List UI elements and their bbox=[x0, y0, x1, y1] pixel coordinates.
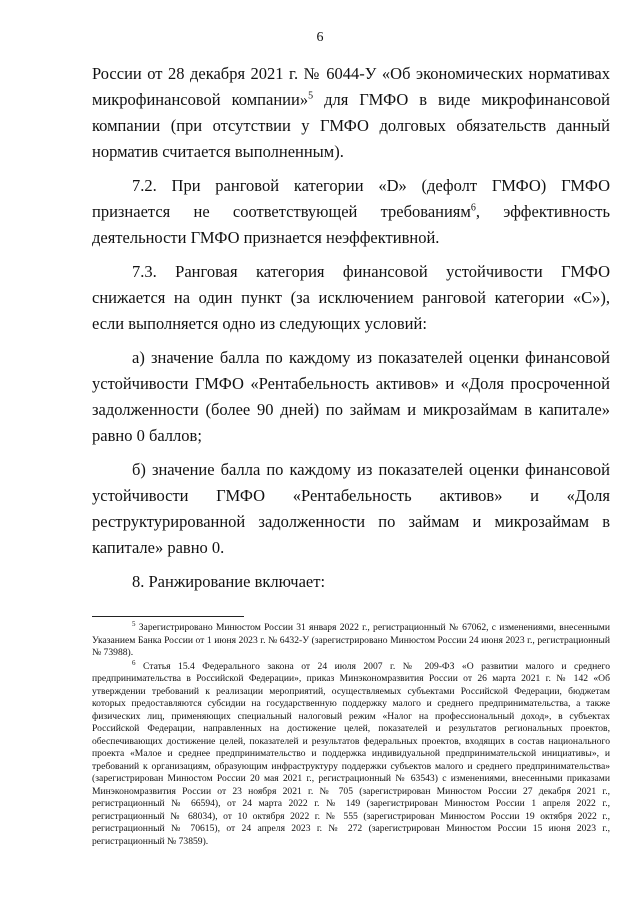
footnote-ref[interactable]: 6 bbox=[470, 202, 476, 214]
paragraph-text: России от 28 декабря 2021 г. № 6044-У «Об экономических нормативах микрофинансовой компании» bbox=[92, 64, 610, 109]
paragraph-continuation bbox=[92, 61, 610, 165]
document-body bbox=[92, 61, 610, 603]
footnote-divider bbox=[92, 616, 244, 617]
paragraph-8: 8. Ранжирование включает: bbox=[132, 572, 326, 591]
footnote-5 bbox=[92, 619, 611, 660]
footnotes bbox=[92, 619, 611, 849]
footnote-text: Зарегистрировано Минюстом России 31 января 2022 г., регистрационный № 67062, с изменениями, внесенными Указанием Банка России от 1 июня 2023 г. № 6432-У (зарегистрировано Минюстом России 24 июня 2023 г., регистрационный № 73988). bbox=[92, 622, 611, 658]
paragraph-7-3: 7.3. Ранговая категория финансовой устойчивости ГМФО снижается на один пункт (за исключением ранговой категории «С»), если выполняется одно из следующих условий: bbox=[92, 262, 610, 333]
paragraph-text: , эффективность деятельности ГМФО признается неэффективной. bbox=[92, 202, 611, 247]
paragraph-item-b: б) значение балла по каждому из показателей оценки финансовой устойчивости ГМФО «Рентабельность активов» и «Доля реструктурированной задолженности по займам и микрозаймам в капитале» равно 0. bbox=[92, 460, 610, 557]
paragraph-text: 7.2. При ранговой категории «D» (дефолт ГМФО) ГМФО признается не соответствующей требованиям bbox=[92, 176, 610, 221]
page-number: 6 bbox=[316, 30, 324, 45]
footnote-text: Статья 15.4 Федерального закона от 24 июля 2007 г. № 209-ФЗ «О развитии малого и среднего предпринимательства в Российской Федерации», приказ Минэкономразвития России от 26 марта 2021 г. № 142 «Об утверждении требований к реализации мероприятий, осуществляемых субъектами Российской Федерации, бюджетам которых предоставляются субсидии на государственную поддержку малого и среднего предпринимательства, а также физических лиц, применяющих специальный налоговый режим «Налог на профессиональный доход», в субъектах Российской Федерации, направленных на достижение целей, показателей и результатов региональных проектов, обеспечивающих достижение целей, показателей и результатов федеральных проектов, входящих в состав национального проекта «Малое и среднее предпринимательство и поддержка индивидуальной предпринимательской инициативы», и требований к организациям, образующим инфраструктуру поддержки субъектов малого и среднего предпринимательства» (зарегистрирован Минюстом России 20 мая 2021 г., регистрационный № 63543) с изменениями, внесенными приказами Минэкономразвития России от 23 ноября 2021 г. № 705 (зарегистрирован Минюстом России 27 декабря 2021 г., регистрационный № 66594), от 24 марта 2022 г. № 149 (зарегистрирован Минюстом России 1 апреля 2022 г., регистрационный № 68034), от 10 октября 2022 г. № 555 (зарегистрирован Минюстом России 19 октября 2022 г., регистрационный № 70615), от 24 апреля 2023 г. № 272 (зарегистрирован Минюстом России 15 июня 2023 г., регистрационный № 73859). bbox=[92, 660, 610, 847]
paragraph-7-2 bbox=[92, 173, 610, 251]
paragraph-item-a: а) значение балла по каждому из показателей оценки финансовой устойчивости ГМФО «Рентабельность активов» и «Доля просроченной задолженности (более 90 дней) по займам и микрозаймам в капитале» равно 0 баллов; bbox=[92, 348, 610, 445]
footnote-ref[interactable]: 5 bbox=[308, 90, 314, 102]
footnote-number: 5 bbox=[132, 619, 136, 628]
paragraph-text: для ГМФО в виде микрофинансовой компании (при отсутствии у ГМФО долговых обязательств данный норматив считается выполненным). bbox=[92, 90, 610, 161]
footnote-number: 6 bbox=[132, 658, 136, 667]
footnote-6 bbox=[92, 658, 610, 849]
